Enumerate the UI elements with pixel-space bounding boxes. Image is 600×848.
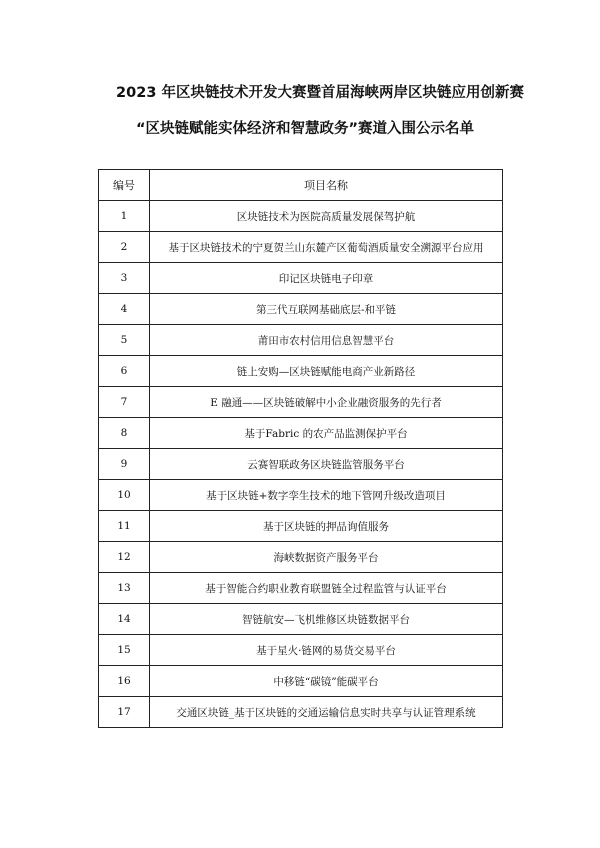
table-row xyxy=(99,201,503,232)
row-project-name: 海峡数据资产服务平台 xyxy=(150,542,503,573)
row-number: 3 xyxy=(99,263,150,294)
row-number: 10 xyxy=(99,480,150,511)
table-row xyxy=(99,573,503,604)
row-number: 9 xyxy=(99,449,150,480)
table-row xyxy=(99,449,503,480)
table-header-row xyxy=(99,170,503,201)
table-row xyxy=(99,263,503,294)
row-project-name: 基于区块链技术的宁夏贺兰山东麓产区葡萄酒质量安全溯源平台应用 xyxy=(150,232,503,263)
row-number: 8 xyxy=(99,418,150,449)
row-number: 1 xyxy=(99,201,150,232)
title-line-2: “区块链赋能实体经济和智慧政务”赛道入围公示名单 xyxy=(135,121,475,137)
row-project-name: 中移链“碳镜”能碳平台 xyxy=(150,666,503,697)
table-row xyxy=(99,294,503,325)
table-row xyxy=(99,480,503,511)
row-project-name: 基于区块链的押品询值服务 xyxy=(150,511,503,542)
row-number: 13 xyxy=(99,573,150,604)
row-project-name: 第三代互联网基础底层-和平链 xyxy=(150,294,503,325)
table-row xyxy=(99,542,503,573)
table-row xyxy=(99,232,503,263)
table-row xyxy=(99,666,503,697)
row-project-name: E 融通——区块链破解中小企业融资服务的先行者 xyxy=(150,387,503,418)
row-project-name: 莆田市农村信用信息智慧平台 xyxy=(150,325,503,356)
row-number: 12 xyxy=(99,542,150,573)
table-row xyxy=(99,635,503,666)
table-row xyxy=(99,697,503,728)
row-number: 5 xyxy=(99,325,150,356)
row-number: 14 xyxy=(99,604,150,635)
row-number: 16 xyxy=(99,666,150,697)
table-row xyxy=(99,387,503,418)
row-project-name: 交通区块链_基于区块链的交通运输信息实时共享与认证管理系统 xyxy=(150,697,503,728)
row-number: 17 xyxy=(99,697,150,728)
row-number: 2 xyxy=(99,232,150,263)
row-project-name: 智链航安—飞机维修区块链数据平台 xyxy=(150,604,503,635)
row-project-name: 基于区块链+数字孪生技术的地下管网升级改造项目 xyxy=(150,480,503,511)
row-number: 7 xyxy=(99,387,150,418)
shortlist-table xyxy=(98,169,503,728)
row-number: 11 xyxy=(99,511,150,542)
row-project-name: 云赛智联政务区块链监管服务平台 xyxy=(150,449,503,480)
header-number: 编号 xyxy=(99,170,150,201)
title-line-1: 2023 年区块链技术开发大赛暨首届海峡两岸区块链应用创新赛 xyxy=(116,85,524,101)
document-title xyxy=(0,83,600,139)
row-number: 4 xyxy=(99,294,150,325)
row-project-name: 基于Fabric 的农产品监测保护平台 xyxy=(150,418,503,449)
table-row xyxy=(99,418,503,449)
row-project-name: 基于星火·链网的易货交易平台 xyxy=(150,635,503,666)
table-row xyxy=(99,604,503,635)
header-project-name: 项目名称 xyxy=(150,170,503,201)
row-project-name: 基于智能合约职业教育联盟链全过程监管与认证平台 xyxy=(150,573,503,604)
row-number: 6 xyxy=(99,356,150,387)
row-project-name: 印记区块链电子印章 xyxy=(150,263,503,294)
row-number: 15 xyxy=(99,635,150,666)
table-row xyxy=(99,356,503,387)
row-project-name: 区块链技术为医院高质量发展保驾护航 xyxy=(150,201,503,232)
row-project-name: 链上安购—区块链赋能电商产业新路径 xyxy=(150,356,503,387)
table-row xyxy=(99,511,503,542)
table-row xyxy=(99,325,503,356)
